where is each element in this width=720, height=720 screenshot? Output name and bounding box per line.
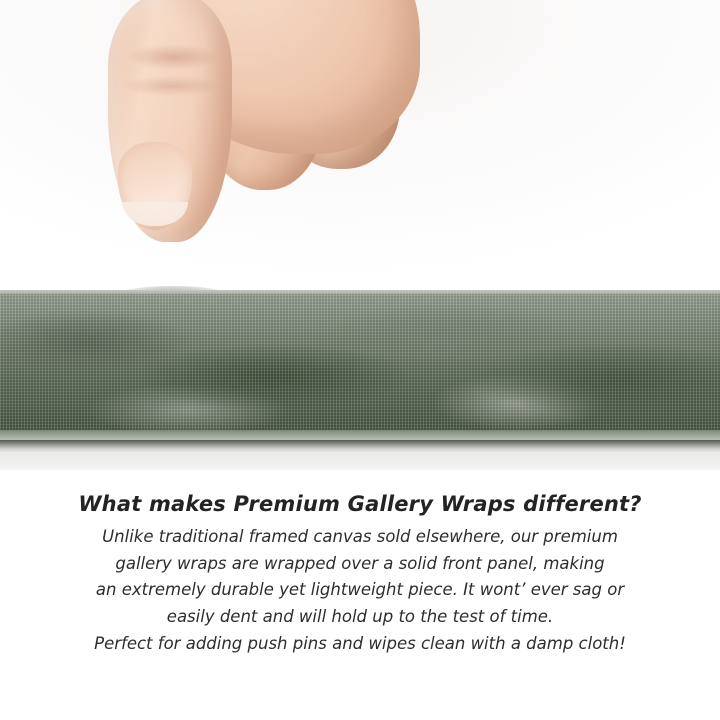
canvas-edge-highlight-bottom: [0, 430, 720, 440]
hand-pressing-icon: [96, 0, 426, 314]
hand-knuckle-crease: [126, 44, 222, 70]
canvas-edge-highlight-top: [0, 290, 720, 294]
caption-line: gallery wraps are wrapped over a solid front panel, making: [115, 553, 605, 573]
caption-line: Perfect for adding push pins and wipes clean with a damp cloth!: [94, 633, 626, 653]
hand-knuckle-crease-lower: [122, 76, 222, 96]
caption-line: Unlike traditional framed canvas sold elsewhere, our premium: [102, 527, 618, 546]
caption-line: easily dent and will hold up to the test of time.: [166, 607, 554, 627]
caption-block: [0, 492, 720, 658]
caption-heading: What makes Premium Gallery Wraps different?: [78, 492, 642, 516]
photo-floor-gradient: [0, 452, 720, 470]
caption-line: an extremely durable yet lightweight piece. It wont’ ever sag or: [95, 580, 625, 600]
caption-body: [60, 524, 660, 658]
canvas-wrap-edge: [0, 290, 720, 440]
